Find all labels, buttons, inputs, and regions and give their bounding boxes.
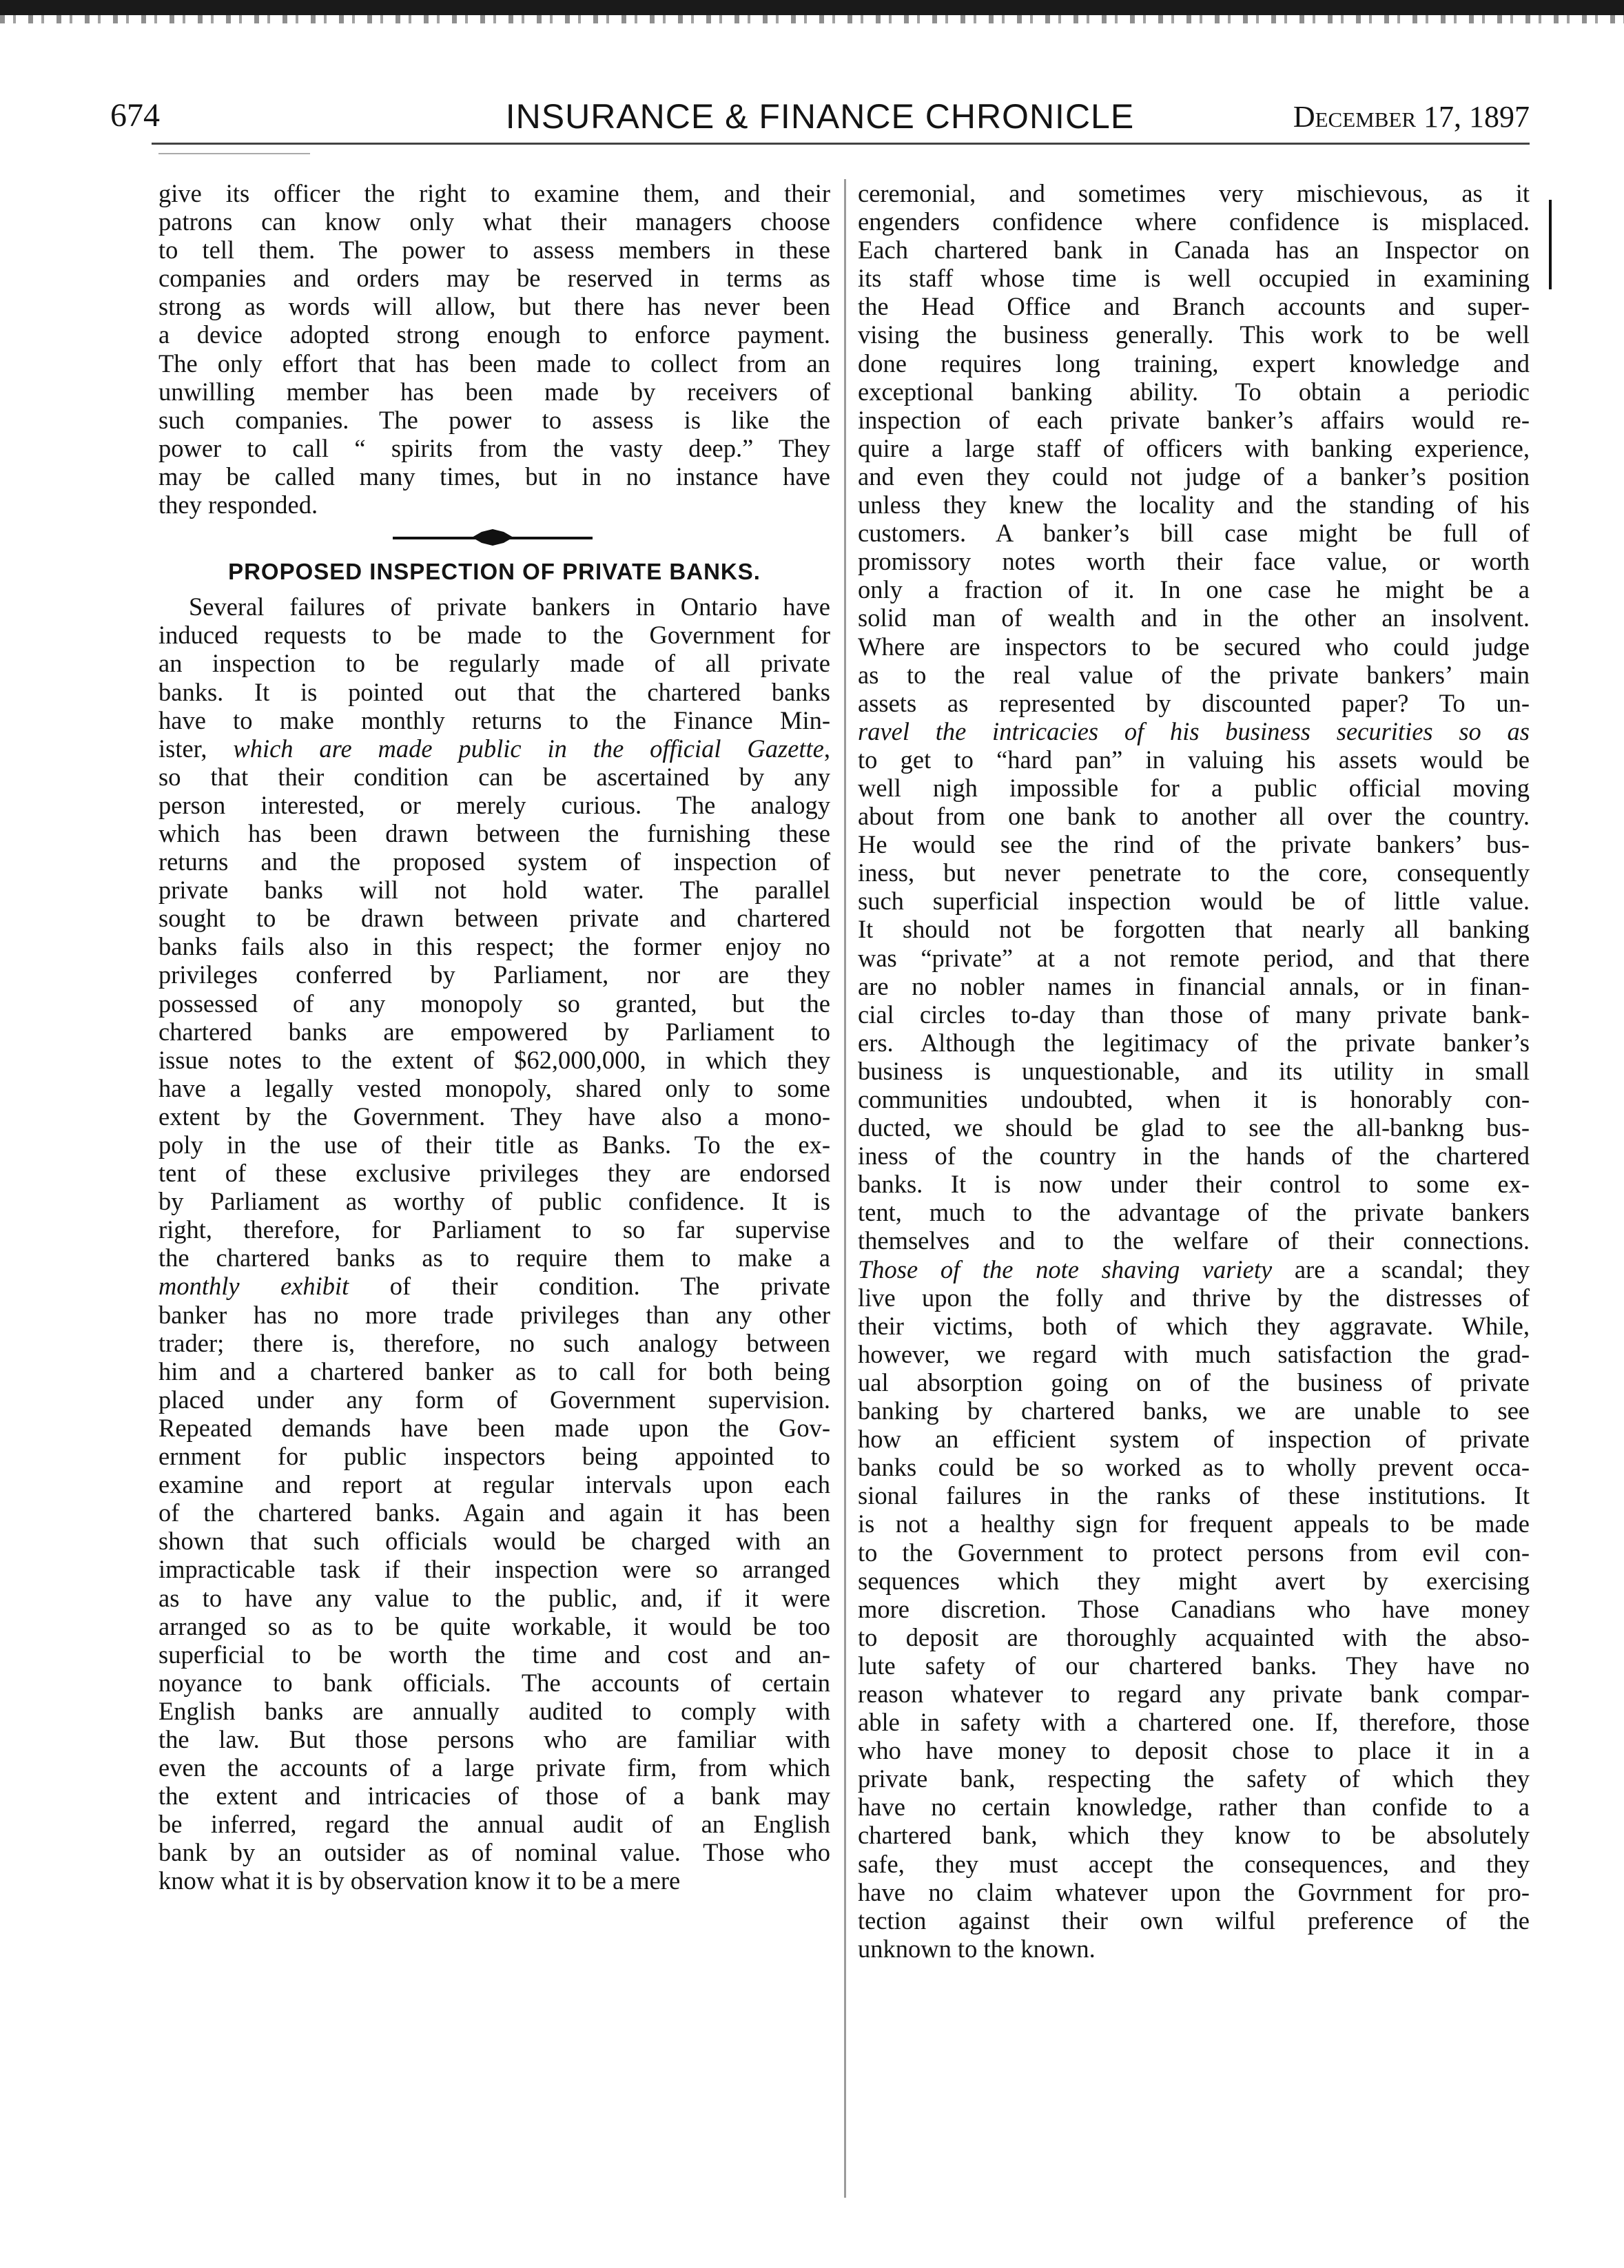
text-line: business is unquestionable, and its utility in small (858, 1056, 1530, 1085)
text-line: privileges conferred by Parliament, nor are they (158, 960, 830, 989)
article-heading: PROPOSED INSPECTION OF PRIVATE BANKS. (228, 559, 761, 585)
text-line: tent of these exclusive privileges they are endorsed (158, 1159, 830, 1188)
text-line: power to call “ spirits from the vasty deep.” They (158, 433, 830, 462)
text-line: ducted, we should be glad to see the all-bankng bus- (858, 1113, 1530, 1142)
text-line: reason whatever to regard any private bank compar- (858, 1679, 1530, 1708)
text-line: quire a large staff of officers with banking experience, (858, 433, 1530, 462)
scan-top-edge (0, 0, 1624, 15)
text-line: more discretion. Those Canadians who have money (858, 1594, 1530, 1623)
text-line: the law. But those persons who are familiar with (158, 1724, 830, 1753)
text-line: they responded. (158, 491, 318, 519)
text-line: poly in the use of their title as Banks. To the ex- (158, 1131, 830, 1159)
text-line: extent by the Government. They have also a mono- (158, 1102, 830, 1131)
text-line: bank by an outsider as of nominal value. Those who (158, 1838, 830, 1867)
column-rule (844, 179, 846, 2198)
text-line: The only effort that has been made to collect from an (158, 349, 830, 378)
text-line: patrons can know only what their managers choose (158, 207, 830, 236)
text-line: well nigh impossible for a public official moving (858, 773, 1530, 802)
right-column (858, 179, 1530, 1963)
text-line: noyance to bank officials. The accounts of certain (158, 1668, 830, 1697)
text-line: communities undoubted, when it is honorably con- (858, 1085, 1530, 1113)
text-line: trader; there is, therefore, no such analogy between (158, 1328, 830, 1357)
text-line: safe, they must accept the consequences, and they (858, 1849, 1530, 1878)
text-line: have a legally vested monopoly, shared only to some (158, 1073, 830, 1102)
text-line: their victims, both of which they aggravate. While, (858, 1311, 1530, 1340)
text-line: the extent and intricacies of those of a bank may (158, 1782, 830, 1811)
text-line: monthly exhibit of their condition. The private (158, 1272, 830, 1301)
text-line: iness of the country in the hands of the chartered (858, 1142, 1530, 1171)
text-line: have no certain knowledge, rather than confide to a (858, 1793, 1530, 1822)
text-line: banking by chartered banks, we are unable to see (858, 1396, 1530, 1425)
text-line: Each chartered bank in Canada has an Inspector on (858, 236, 1530, 265)
text-line: English banks are annually audited to comply with (158, 1696, 830, 1725)
text-line: impracticable task if their inspection were so arranged (158, 1555, 830, 1584)
text-line: banks. It is pointed out that the chartered banks (158, 677, 830, 706)
text-line: placed under any form of Government supervision. (158, 1385, 830, 1414)
text-line: how an efficient system of inspection of private (858, 1425, 1530, 1454)
text-line: its staff whose time is well occupied in examining (858, 264, 1530, 293)
text-line: Repeated demands have been made upon the Gov- (158, 1413, 830, 1442)
scan-top-noise (0, 15, 1624, 23)
text-line: ual absorption going on of the business of private (858, 1368, 1530, 1396)
text-line: a device adopted strong enough to enforce payment. (158, 320, 830, 349)
text-line: to get to “hard pan” in valuing his assets would be (858, 745, 1530, 774)
text-line: have to make monthly returns to the Finance Min- (158, 705, 830, 734)
text-line: solid man of wealth and in the other an insolvent. (858, 604, 1530, 632)
text-line: sequences which they might avert by exercising (858, 1566, 1530, 1595)
text-line: shown that such officials would be charged with an (158, 1527, 830, 1556)
text-line: of the chartered banks. Again and again it has been (158, 1498, 830, 1527)
text-line: as to have any value to the public, and, if it were (158, 1583, 830, 1612)
text-line: private bank, respecting the safety of which they (858, 1764, 1530, 1793)
text-line: customers. A banker’s bill case might be full of (858, 519, 1530, 548)
page-number: 674 (110, 97, 160, 134)
text-line: companies and orders may be reserved in terms as (158, 264, 830, 293)
text-line: issue notes to the extent of $62,000,000, in which they (158, 1045, 830, 1074)
page-header (110, 96, 1530, 145)
text-line: are no nobler names in financial annals, or in finan- (858, 971, 1530, 1000)
text-line: sional failures in the ranks of these institutions. It (858, 1481, 1530, 1510)
text-line: ers. Although the legitimacy of the private banker’s (858, 1028, 1530, 1057)
text-line: chartered banks are empowered by Parliament to (158, 1017, 830, 1046)
text-line: banker has no more trade privileges than any other (158, 1300, 830, 1329)
text-line: engenders confidence where confidence is misplaced. (858, 207, 1530, 236)
text-line: an inspection to be regularly made of all private (158, 649, 830, 678)
article-paragraph-left (158, 592, 830, 1895)
text-line: Those of the note shaving variety are a scandal; they (858, 1255, 1530, 1284)
publication-title: INSURANCE & FINANCE CHRONICLE (505, 97, 1135, 136)
text-line: cial circles to-day than those of many private bank- (858, 1000, 1530, 1029)
text-line: unwilling member has been made by receivers of (158, 377, 830, 406)
text-line: He would see the rind of the private bankers’ bus- (858, 830, 1530, 859)
text-line: tection against their own wilful preference of the (858, 1906, 1530, 1935)
text-line: sought to be drawn between private and chartered (158, 904, 830, 933)
text-line: is not a healthy sign for frequent appeals to be made (858, 1509, 1530, 1538)
text-line: only a fraction of it. In one case he might be a (858, 575, 1530, 604)
text-line: live upon the folly and thrive by the distresses of (858, 1283, 1530, 1312)
text-line: It should not be forgotten that nearly all banking (858, 915, 1530, 944)
text-line: iness, but never penetrate to the core, consequently (858, 858, 1530, 887)
text-line: ister, which are made public in the official Gazette, (158, 734, 830, 763)
text-line: right, therefore, for Parliament to so far supervise (158, 1215, 830, 1244)
margin-mark (1549, 200, 1552, 289)
text-line: lute safety of our chartered banks. They have no (858, 1651, 1530, 1680)
text-line: induced requests to be made to the Government for (158, 621, 830, 650)
divider-ornament-icon (472, 528, 513, 547)
text-line: examine and report at regular intervals upon each (158, 1470, 830, 1499)
text-line: done requires long training, expert knowledge and (858, 349, 1530, 378)
text-line: so that their condition can be ascertained by any (158, 762, 830, 791)
text-line: by Parliament as worthy of public confidence. It is (158, 1187, 830, 1216)
text-line: superficial to be worth the time and cost and an- (158, 1640, 830, 1669)
text-line: assets as represented by discounted paper? To un- (858, 688, 1530, 717)
text-line: Where are inspectors to be secured who could judge (858, 632, 1530, 661)
text-line: and even they could not judge of a banker’s position (858, 462, 1530, 491)
text-line: private banks will not hold water. The parallel (158, 876, 830, 905)
text-line: ravel the intricacies of his business securities so as (858, 717, 1530, 745)
text-line: arranged so as to be quite workable, it would be too (158, 1611, 830, 1640)
text-line: the chartered banks as to require them to make a (158, 1244, 830, 1272)
text-line: strong as words will allow, but there has never been (158, 292, 830, 321)
text-line: may be called many times, but in no instance have (158, 462, 830, 491)
text-line: chartered bank, which they know to be absolutely (858, 1821, 1530, 1850)
text-line: person interested, or merely curious. The analogy (158, 790, 830, 819)
text-line: the Head Office and Branch accounts and super- (858, 292, 1530, 321)
text-line: to the Government to protect persons from evil con- (858, 1538, 1530, 1567)
text-line: unless they knew the locality and the standing of his (858, 491, 1530, 519)
text-line: tent, much to the advantage of the private bankers (858, 1198, 1530, 1227)
text-line: ceremonial, and sometimes very mischievous, as it (858, 179, 1530, 207)
header-subrule (158, 153, 310, 154)
text-line: as to the real value of the private bankers’ main (858, 660, 1530, 689)
text-line: which has been drawn between the furnishing these (158, 818, 830, 847)
text-line: exceptional banking ability. To obtain a periodic (858, 377, 1530, 406)
left-column (158, 179, 830, 1895)
text-line: banks fails also in this respect; the former enjoy no (158, 932, 830, 961)
text-line: however, we regard with much satisfaction the grad- (858, 1339, 1530, 1368)
text-line: possessed of any monopoly so granted, but the (158, 989, 830, 1018)
text-line: banks. It is now under their control to some ex- (858, 1170, 1530, 1199)
text-line: banks could be so worked as to wholly prevent occa- (858, 1453, 1530, 1482)
issue-date: December 17, 1897 (1293, 100, 1530, 134)
text-line: inspection of each private banker’s affairs would re- (858, 405, 1530, 434)
text-line: such companies. The power to assess is like the (158, 405, 830, 434)
text-line: unknown to the known. (858, 1934, 1096, 1963)
text-line: give its officer the right to examine them, and their (158, 179, 830, 207)
text-line: have no claim whatever upon the Govrnment for pro- (858, 1877, 1530, 1906)
text-line: vising the business generally. This work to be well (858, 320, 1530, 349)
text-line: Several failures of private bankers in Ontario have (189, 592, 830, 621)
text-line: such superficial inspection would be of little value. (858, 887, 1530, 916)
text-line: about from one bank to another all over the country. (858, 802, 1530, 831)
text-line: returns and the proposed system of inspection of (158, 847, 830, 876)
text-line: be inferred, regard the annual audit of an English (158, 1810, 830, 1839)
intro-paragraph (158, 179, 830, 519)
text-line: who have money to deposit chose to place it in a (858, 1736, 1530, 1765)
text-line: was “private” at a not remote period, and that there (858, 943, 1530, 972)
text-line: even the accounts of a large private firm, from which (158, 1753, 830, 1782)
section-divider (158, 522, 830, 553)
text-line: him and a chartered banker as to call for both being (158, 1357, 830, 1385)
text-line: ernment for public inspectors being appointed to (158, 1442, 830, 1471)
text-line: to tell them. The power to assess members in these (158, 236, 830, 265)
text-line: promissory notes worth their face value, or worth (858, 547, 1530, 576)
text-line: know what it is by observation know it to be a mere (158, 1866, 681, 1895)
text-line: able in safety with a chartered one. If, therefore, those (858, 1708, 1530, 1737)
text-line: themselves and to the welfare of their connections. (858, 1226, 1530, 1255)
text-line: to deposit are thoroughly acquainted with the abso- (858, 1622, 1530, 1651)
header-rule (152, 143, 1530, 145)
article-paragraph-right (858, 179, 1530, 1963)
